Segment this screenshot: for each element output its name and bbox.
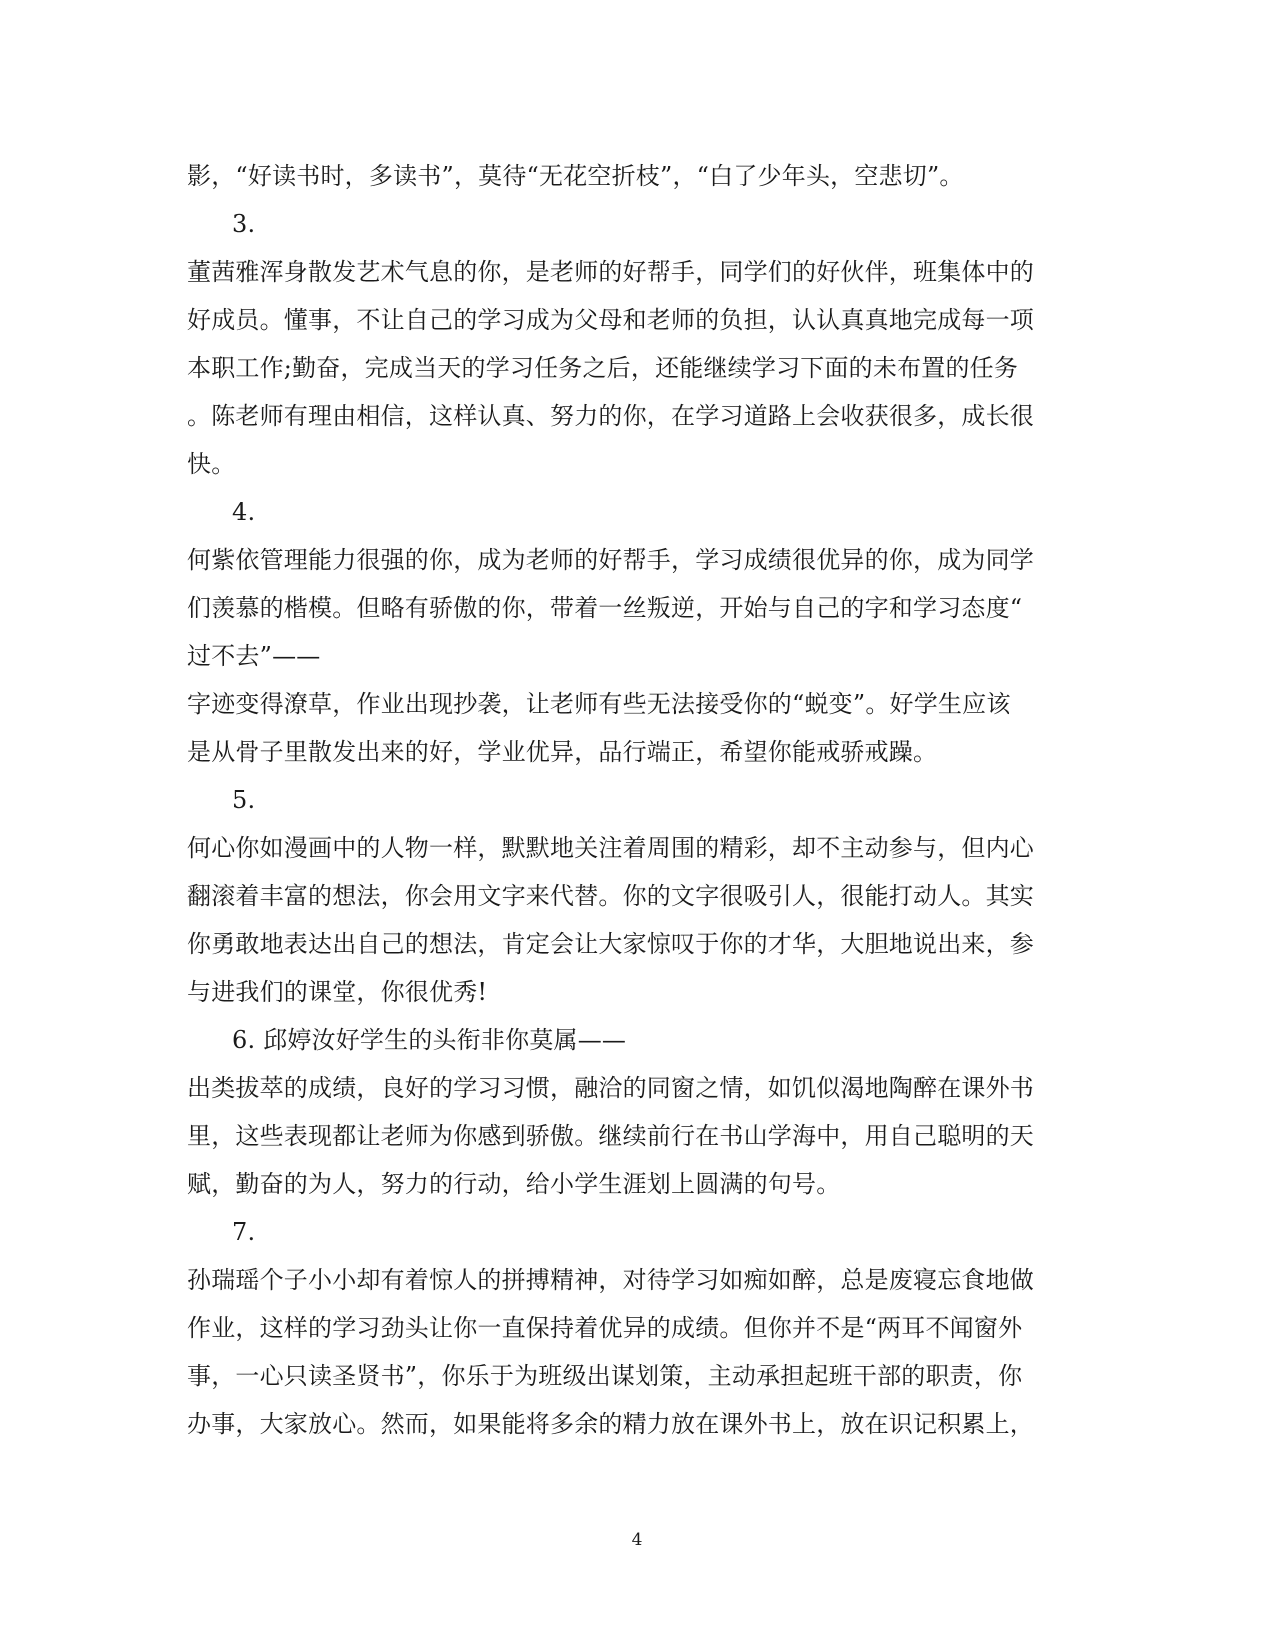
text-line: 里，这些表现都让老师为你感到骄傲。继续前行在书山学海中，用自己聪明的天: [187, 1122, 1034, 1150]
text-line: 好成员。懂事，不让自己的学习成为父母和老师的负担，认认真真地完成每一项: [187, 306, 1034, 334]
text-line: 本职工作;勤奋，完成当天的学习任务之后，还能继续学习下面的未布置的任务: [187, 354, 1019, 382]
text-line: 何心你如漫画中的人物一样，默默地关注着周围的精彩，却不主动参与，但内心: [187, 834, 1034, 862]
text-line: 们羡慕的楷模。但略有骄傲的你，带着一丝叛逆，开始与自己的字和学习态度“: [187, 594, 1023, 622]
text-line: 何紫依管理能力很强的你，成为老师的好帮手，学习成绩很优异的你，成为同学: [187, 546, 1034, 574]
text-line: 。陈老师有理由相信，这样认真、努力的你，在学习道路上会收获很多，成长很: [187, 402, 1034, 430]
text-line: 字迹变得潦草，作业出现抄袭，让老师有些无法接受你的“蜕变”。好学生应该: [187, 690, 1011, 718]
text-line: 出类拔萃的成绩，良好的学习习惯，融洽的同窗之情，如饥似渴地陶醉在课外书: [187, 1074, 1034, 1102]
text-line: 快。: [187, 450, 236, 478]
item-number: 7.: [232, 1218, 256, 1246]
text-line: 作业，这样的学习劲头让你一直保持着优异的成绩。但你并不是“两耳不闻窗外: [187, 1314, 1023, 1342]
item-number: 4.: [232, 498, 256, 526]
page-number: 4: [631, 1530, 643, 1550]
text-line: 翻滚着丰富的想法，你会用文字来代替。你的文字很吸引人，很能打动人。其实: [187, 882, 1034, 910]
text-line: 事，一心只读圣贤书”，你乐于为班级出谋划策，主动承担起班干部的职责，你: [187, 1362, 1023, 1390]
text-line: 与进我们的课堂，你很优秀!: [187, 978, 488, 1006]
text-line: 影，“好读书时，多读书”，莫待“无花空折枝”，“白了少年头，空悲切”。: [187, 162, 964, 190]
body-text: [187, 152, 1087, 1448]
item-number: 3.: [232, 210, 256, 238]
text-line: 过不去”——: [187, 642, 321, 670]
text-line: 董茜雅浑身散发艺术气息的你，是老师的好帮手，同学们的好伙伴，班集体中的: [187, 258, 1034, 286]
text-line: 赋，勤奋的为人，努力的行动，给小学生涯划上圆满的句号。: [187, 1170, 841, 1198]
item-number: 5.: [232, 786, 256, 814]
text-line: 办事，大家放心。然而，如果能将多余的精力放在课外书上，放在识记积累上，: [187, 1410, 1034, 1438]
text-line: 是从骨子里散发出来的好，学业优异，品行端正，希望你能戒骄戒躁。: [187, 738, 938, 766]
item-heading: 6. 邱婷汝好学生的头衔非你莫属——: [232, 1026, 627, 1054]
text-line: 你勇敢地表达出自己的想法，肯定会让大家惊叹于你的才华，大胆地说出来，参: [187, 930, 1034, 958]
text-line: 孙瑞瑶个子小小却有着惊人的拼搏精神，对待学习如痴如醉，总是废寝忘食地做: [187, 1266, 1034, 1294]
